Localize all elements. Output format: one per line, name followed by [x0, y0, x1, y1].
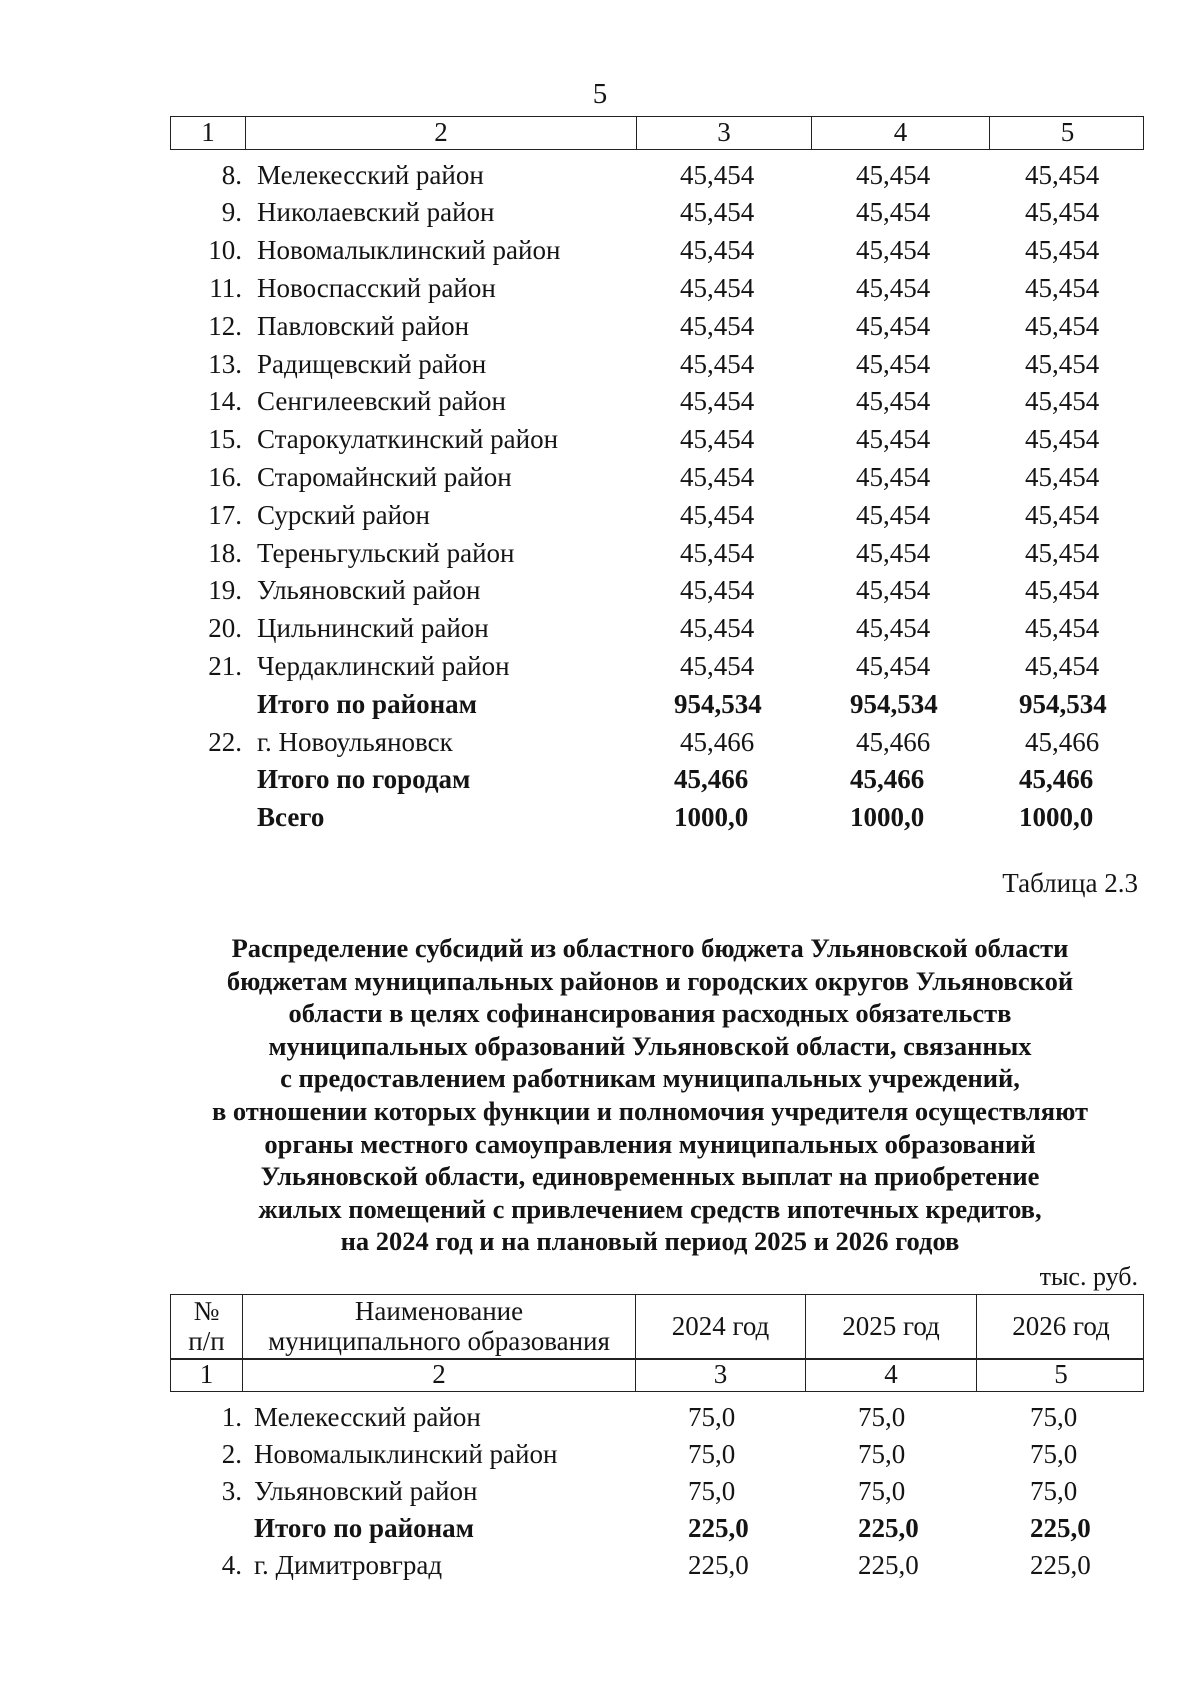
row-number: 17.	[208, 499, 242, 530]
row-value-col4: 75,0	[858, 1438, 906, 1469]
units-label: тыс. руб.	[1039, 1262, 1138, 1291]
table2-numbering-col3: 3	[636, 1359, 806, 1391]
row-value-col5: 45,466	[1025, 726, 1100, 757]
row-value-col4: 225,0	[858, 1550, 919, 1581]
row-name: Тереньгульский район	[257, 537, 515, 568]
row-value-col4: 45,454	[856, 348, 931, 379]
row-value-col5: 45,454	[1025, 499, 1100, 530]
row-value-col3: 75,0	[688, 1475, 736, 1506]
table-row	[170, 610, 1144, 648]
table2-header-row	[170, 1294, 1144, 1360]
table2-header-2025: 2025 год	[806, 1295, 977, 1359]
row-value-col5: 45,454	[1025, 575, 1100, 606]
header-name-line2: муниципального образования	[268, 1326, 610, 1356]
row-name: Итого по районам	[257, 688, 478, 719]
row-value-col4: 225,0	[858, 1513, 919, 1544]
row-value-col5: 45,466	[1019, 764, 1094, 795]
row-value-col5: 1000,0	[1019, 802, 1094, 833]
row-name: Павловский район	[257, 310, 470, 341]
row-value-col3: 45,454	[680, 613, 755, 644]
title-line: в отношении которых функции и полномочия учредителя осуществляют	[211, 1095, 1089, 1126]
row-value-col4: 45,454	[856, 235, 931, 266]
table-row	[170, 685, 1144, 723]
row-name: Новомалыклинский район	[257, 235, 561, 266]
row-value-col3: 45,454	[680, 272, 755, 303]
table-row	[170, 647, 1144, 685]
row-name: Новоспасский район	[257, 272, 496, 303]
row-value-col5: 45,454	[1025, 159, 1100, 190]
row-number: 15.	[208, 424, 242, 455]
row-value-col5: 75,0	[1030, 1401, 1078, 1432]
row-value-col3: 45,454	[680, 650, 755, 681]
row-name: Ульяновский район	[257, 575, 481, 606]
row-name: Новомалыклинский район	[254, 1438, 558, 1469]
table2-numbering-col5: 5	[1054, 1359, 1068, 1390]
title-line: жилых помещений с привлечением средств ипотечных кредитов,	[258, 1193, 1042, 1224]
row-value-col3: 45,454	[680, 235, 755, 266]
table-row	[170, 723, 1144, 761]
row-value-col3: 45,454	[680, 575, 755, 606]
table1-header-col3: 3	[637, 117, 812, 149]
row-number: 16.	[208, 461, 242, 492]
title-line: области в целях софинансирования расходных обязательств	[288, 998, 1012, 1029]
row-value-col4: 75,0	[858, 1475, 906, 1506]
row-value-col5: 45,454	[1025, 461, 1100, 492]
row-value-col3: 45,454	[680, 499, 755, 530]
row-value-col4: 954,534	[850, 688, 938, 719]
table-row	[170, 496, 1144, 534]
table-label: Таблица 2.3	[1002, 868, 1138, 898]
row-value-col4: 1000,0	[850, 802, 925, 833]
table-row	[170, 232, 1144, 270]
row-name: Чердаклинский район	[257, 650, 510, 681]
row-number: 19.	[208, 575, 242, 606]
table2-header-num	[171, 1295, 243, 1359]
table-row	[170, 345, 1144, 383]
title-line: бюджетам муниципальных районов и городских округов Ульяновской	[226, 965, 1074, 996]
title-line: с предоставлением работникам муниципальных учреждений,	[280, 1063, 1020, 1094]
row-number: 21.	[208, 650, 242, 681]
row-value-col4: 45,454	[856, 575, 931, 606]
row-value-col4: 45,454	[856, 386, 931, 417]
row-value-col3: 1000,0	[674, 802, 749, 833]
table1-header-col5: 5	[1060, 117, 1075, 148]
row-value-col5: 45,454	[1025, 272, 1100, 303]
row-value-col3: 75,0	[688, 1401, 736, 1432]
table-row	[170, 194, 1144, 232]
row-value-col5: 45,454	[1025, 310, 1100, 341]
table2-numbering-row	[170, 1358, 1144, 1392]
table-row	[170, 572, 1144, 610]
row-number: 22.	[208, 726, 242, 757]
table2-numbering-col4: 4	[806, 1359, 977, 1391]
table1-header-row	[170, 116, 1144, 150]
row-name: Старокулаткинский район	[257, 424, 559, 455]
row-value-col4: 45,454	[856, 650, 931, 681]
row-value-col5: 45,454	[1025, 537, 1100, 568]
row-number: 8.	[221, 159, 242, 190]
row-value-col3: 45,454	[680, 159, 755, 190]
table-row	[170, 799, 1144, 837]
row-number: 10.	[208, 235, 242, 266]
row-number: 14.	[208, 386, 242, 417]
row-name: Сурский район	[257, 499, 430, 530]
row-number: 9.	[221, 197, 242, 228]
row-name: Итого по городам	[257, 764, 471, 795]
table-row	[170, 1435, 1144, 1473]
row-number: 2.	[221, 1438, 242, 1469]
row-value-col3: 45,454	[680, 348, 755, 379]
table1-header-col1: 1	[171, 117, 246, 149]
row-value-col5: 45,454	[1025, 613, 1100, 644]
row-name: Итого по районам	[254, 1513, 475, 1544]
table-row	[170, 307, 1144, 345]
table-row	[170, 421, 1144, 459]
table2-numbering-col1: 1	[171, 1359, 243, 1391]
title-line: на 2024 год и на плановый период 2025 и 2026 годов	[340, 1226, 960, 1257]
row-value-col5: 75,0	[1030, 1438, 1078, 1469]
row-name: Николаевский район	[257, 197, 495, 228]
row-name: Сенгилеевский район	[257, 386, 506, 417]
row-value-col5: 45,454	[1025, 386, 1100, 417]
table-row	[170, 761, 1144, 799]
table-row	[170, 1547, 1144, 1585]
row-value-col3: 75,0	[688, 1438, 736, 1469]
row-value-col5: 225,0	[1030, 1513, 1091, 1544]
row-value-col3: 225,0	[688, 1513, 749, 1544]
table2-header-name	[243, 1295, 636, 1359]
table-row	[170, 458, 1144, 496]
row-value-col4: 75,0	[858, 1401, 906, 1432]
table2-header-2024: 2024 год	[636, 1295, 806, 1359]
row-value-col5: 45,454	[1025, 348, 1100, 379]
table1-header-col4: 4	[812, 117, 990, 149]
table-row	[170, 1510, 1144, 1548]
row-name: Радищевский район	[257, 348, 487, 379]
row-name: Мелекесский район	[257, 159, 484, 190]
header-name-line1: Наименование	[354, 1296, 524, 1327]
title-line: Распределение субсидий из областного бюджета Ульяновской области	[231, 933, 1069, 963]
row-name: Всего	[257, 802, 325, 833]
row-value-col5: 75,0	[1030, 1475, 1078, 1506]
row-name: Старомайнский район	[257, 461, 512, 492]
row-name: Мелекесский район	[254, 1401, 481, 1432]
row-value-col3: 45,454	[680, 310, 755, 341]
header-num-line2: п/п	[188, 1326, 225, 1356]
row-value-col3: 45,454	[680, 537, 755, 568]
row-value-col3: 45,466	[674, 764, 749, 795]
row-value-col4: 45,466	[850, 764, 925, 795]
row-value-col5: 45,454	[1025, 650, 1100, 681]
row-value-col4: 45,454	[856, 613, 931, 644]
row-number: 20.	[208, 613, 242, 644]
table2-title	[150, 932, 1150, 1258]
title-line: муниципальных образований Ульяновской области, связанных	[268, 1030, 1032, 1061]
row-name: Цильнинский район	[257, 613, 489, 644]
row-number: 11.	[209, 272, 242, 303]
row-value-col3: 45,454	[680, 424, 755, 455]
row-value-col4: 45,454	[856, 310, 931, 341]
table-row	[170, 383, 1144, 421]
table1-header-col2: 2	[246, 117, 637, 149]
row-value-col3: 45,454	[680, 197, 755, 228]
row-value-col3: 954,534	[674, 688, 762, 719]
row-value-col5: 225,0	[1030, 1550, 1091, 1581]
row-value-col4: 45,454	[856, 272, 931, 303]
row-value-col3: 45,454	[680, 386, 755, 417]
row-value-col4: 45,454	[856, 461, 931, 492]
row-name: Ульяновский район	[254, 1475, 478, 1506]
row-name: г. Димитровград	[254, 1550, 443, 1581]
title-line: Ульяновской области, единовременных выплат на приобретение	[260, 1161, 1040, 1192]
page-number: 5	[592, 78, 608, 110]
row-value-col4: 45,454	[856, 499, 931, 530]
row-value-col3: 45,466	[680, 726, 755, 757]
row-value-col3: 225,0	[688, 1550, 749, 1581]
row-number: 1.	[221, 1401, 242, 1432]
row-name: г. Новоульяновск	[257, 726, 453, 757]
row-value-col5: 45,454	[1025, 197, 1100, 228]
title-line: органы местного самоуправления муниципальных образований	[264, 1128, 1036, 1159]
row-number: 4.	[221, 1550, 242, 1581]
table2-header-2026: 2026 год	[1012, 1311, 1110, 1342]
row-value-col4: 45,454	[856, 159, 931, 190]
header-num-line1: №	[193, 1296, 220, 1327]
row-number: 13.	[208, 348, 242, 379]
row-value-col5: 45,454	[1025, 424, 1100, 455]
row-number: 3.	[221, 1475, 242, 1506]
row-number: 18.	[208, 537, 242, 568]
row-value-col4: 45,454	[856, 537, 931, 568]
table-row	[170, 156, 1144, 194]
row-value-col5: 45,454	[1025, 235, 1100, 266]
row-value-col5: 954,534	[1019, 688, 1107, 719]
row-value-col4: 45,454	[856, 197, 931, 228]
row-value-col4: 45,454	[856, 424, 931, 455]
table-row	[170, 534, 1144, 572]
row-number: 12.	[208, 310, 242, 341]
row-value-col4: 45,466	[856, 726, 931, 757]
table-row	[170, 269, 1144, 307]
table-row	[170, 1472, 1144, 1510]
table-row	[170, 1398, 1144, 1436]
table2-numbering-col2: 2	[243, 1359, 636, 1391]
row-value-col3: 45,454	[680, 461, 755, 492]
